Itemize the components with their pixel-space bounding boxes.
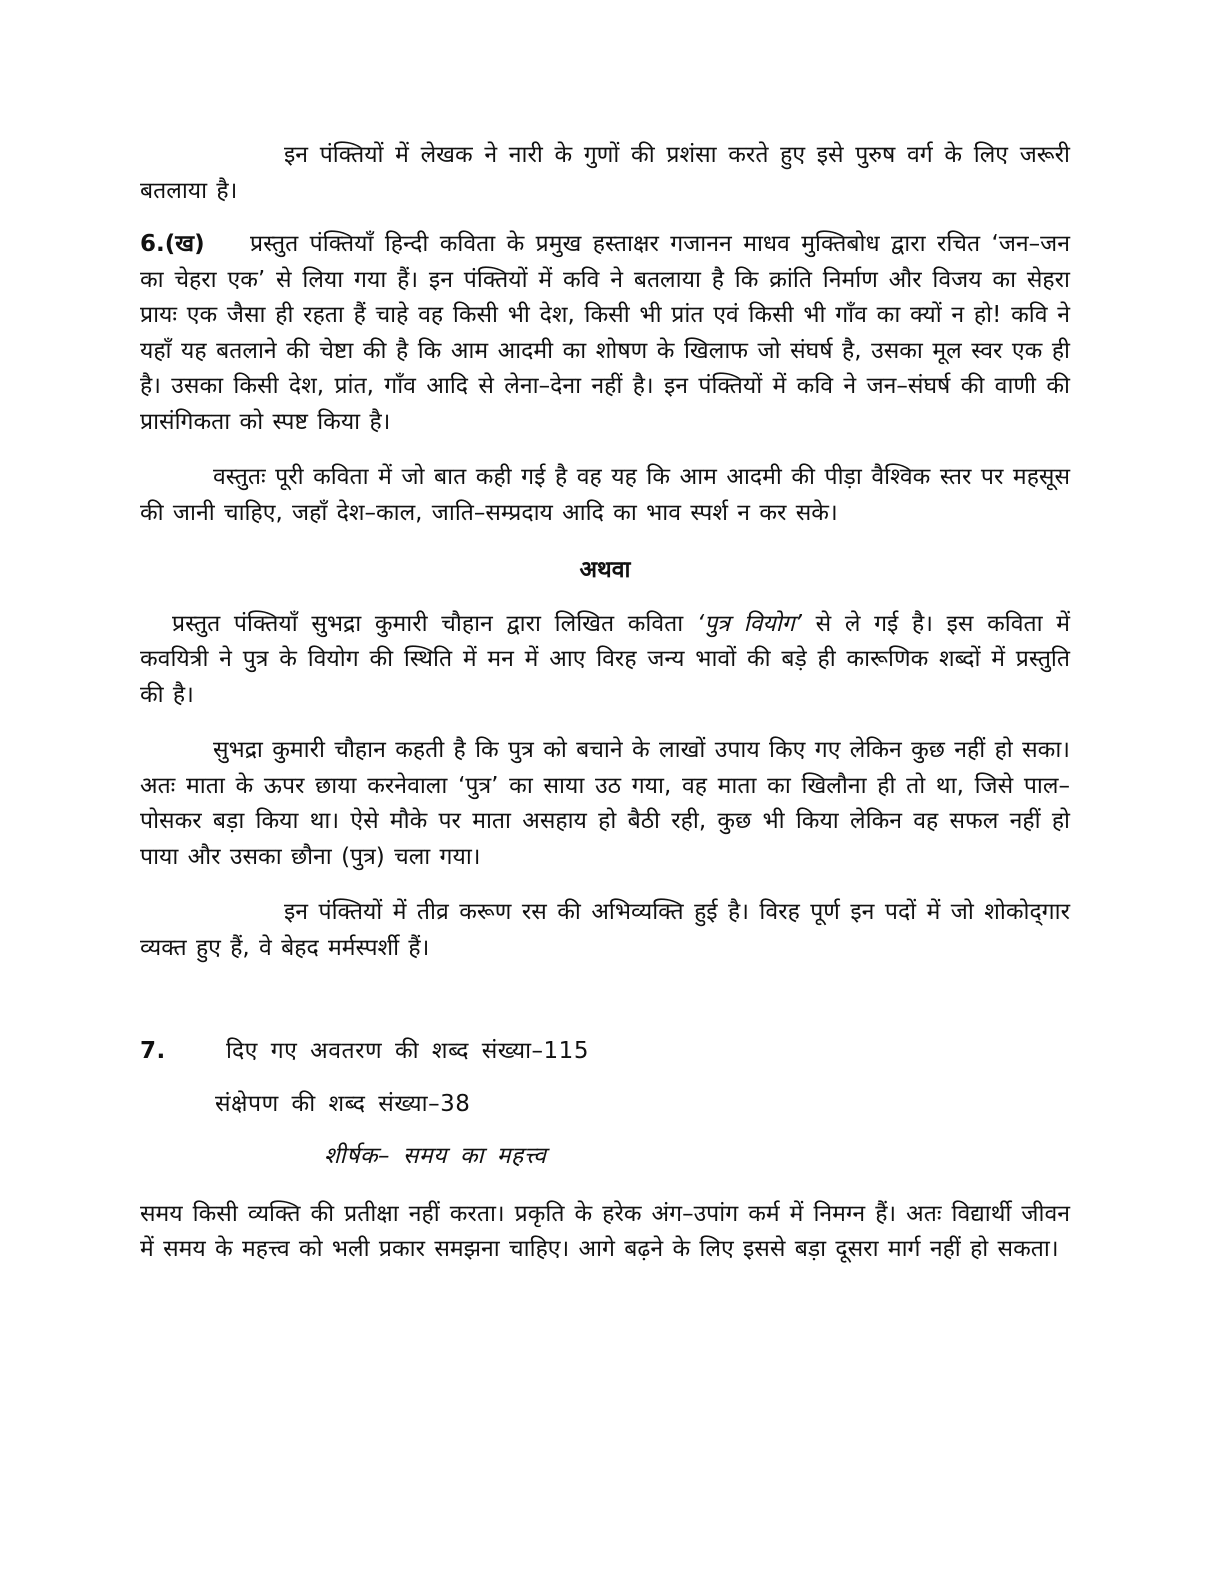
q6-paragraph	[140, 227, 1070, 440]
q7-word-count: दिए गए अवतरण की शब्द संख्या–115	[226, 1038, 589, 1064]
alt-paragraph-2: सुभद्रा कुमारी चौहान कहती है कि पुत्र को बचाने के लाखों उपाय किए गए लेकिन कुछ नहीं हो सका। अतः माता के ऊपर छाया करनेवाला ‘पुत्र’ का साया उठ गया, वह माता का खिलौना ही तो था, जिसे पाल–पोसकर बड़ा किया था। ऐसे मौके पर माता असहाय हो बैठी रही, कुछ भी किया लेकिन वह सफल नहीं हो पाया और उसका छौना (पुत्र) चला गया।	[140, 737, 1070, 870]
intro-paragraph: इन पंक्तियों में लेखक ने नारी के गुणों की प्रशंसा करते हुए इसे पुरुष वर्ग के लिए जरूरी बतलाया है।	[140, 142, 1070, 204]
document-page	[140, 138, 1070, 1268]
q7-summary-count: संक्षेपण की शब्द संख्या–38	[215, 1090, 471, 1117]
poem-title: ‘पुत्र वियोग’	[696, 610, 802, 637]
athva-heading: अथवा	[579, 557, 631, 583]
alt-paragraph-3: इन पंक्तियों में तीव्र करूण रस की अभिव्यक्ति हुई है। विरह पूर्ण इन पदों में जो शोकोद्‌गार व्यक्त हुए हैं, वे बेहद मर्मस्पर्शी हैं।	[140, 899, 1070, 961]
q7-line-2	[140, 1087, 1070, 1123]
q6-conclusion-paragraph: वस्तुतः पूरी कविता में जो बात कही गई है वह यह कि आम आदमी की पीड़ा वैश्विक स्तर पर महसूस की जानी चाहिए, जहाँ देश–काल, जाति–सम्प्रदाय आदि का भाव स्पर्श न कर सके।	[140, 464, 1070, 526]
alt-para1-before: प्रस्तुत पंक्तियाँ सुभद्रा कुमारी चौहान द्वारा लिखित कविता	[172, 610, 697, 637]
q6-text: प्रस्तुत पंक्तियाँ हिन्दी कविता के प्रमुख हस्ताक्षर गजानन माधव मुक्तिबोध द्वारा रचित ‘जन–जन का चेहरा एक’ से लिया गया हैं। इन पंक्तियों में कवि ने बतलाया है कि क्रांति निर्माण और विजय का सेहरा प्रायः एक जैसा ही रहता हैं चाहे वह किसी भी देश, किसी भी प्रांत एवं किसी भी गाँव का क्यों न हो! कवि ने यहाँ यह बतलाने की चेष्टा की है कि आम आदमी का शोषण के खिलाफ जो संघर्ष है, उसका मूल स्वर एक ही है। उसका किसी देश, प्रांत, गाँव आदि से लेना–देना नहीं है। इन पंक्तियों में कवि ने जन–संघर्ष की वाणी की प्रासंगिकता को स्पष्ट किया है।	[140, 231, 1070, 435]
q7-line-1	[140, 1034, 1070, 1070]
alt-para1-after: से ले गई है। इस कविता में कवयित्री ने पुत्र के वियोग की स्थिति में मन में आए विरह जन्य भावों की बड़े ही कारूणिक शब्दों में प्रस्तुति की है।	[140, 610, 1071, 708]
q7-summary-paragraph: समय किसी व्यक्ति की प्रतीक्षा नहीं करता। प्रकृति के हरेक अंग–उपांग कर्म में निमग्न हैं। अतः विद्यार्थी जीवन में समय के महत्त्व को भली प्रकार समझना चाहिए। आगे बढ़ने के लिए इससे बड़ा दूसरा मार्ग नहीं हो सकता।	[140, 1200, 1070, 1262]
q7-title-label: शीर्षक–	[324, 1143, 391, 1169]
q7-title-text: समय का महत्त्व	[402, 1143, 547, 1169]
q7-title-line	[140, 1139, 1070, 1175]
q7-label: 7.	[140, 1038, 166, 1064]
alt-paragraph-1	[140, 607, 1070, 714]
q6-label: 6.(ख)	[140, 231, 205, 257]
